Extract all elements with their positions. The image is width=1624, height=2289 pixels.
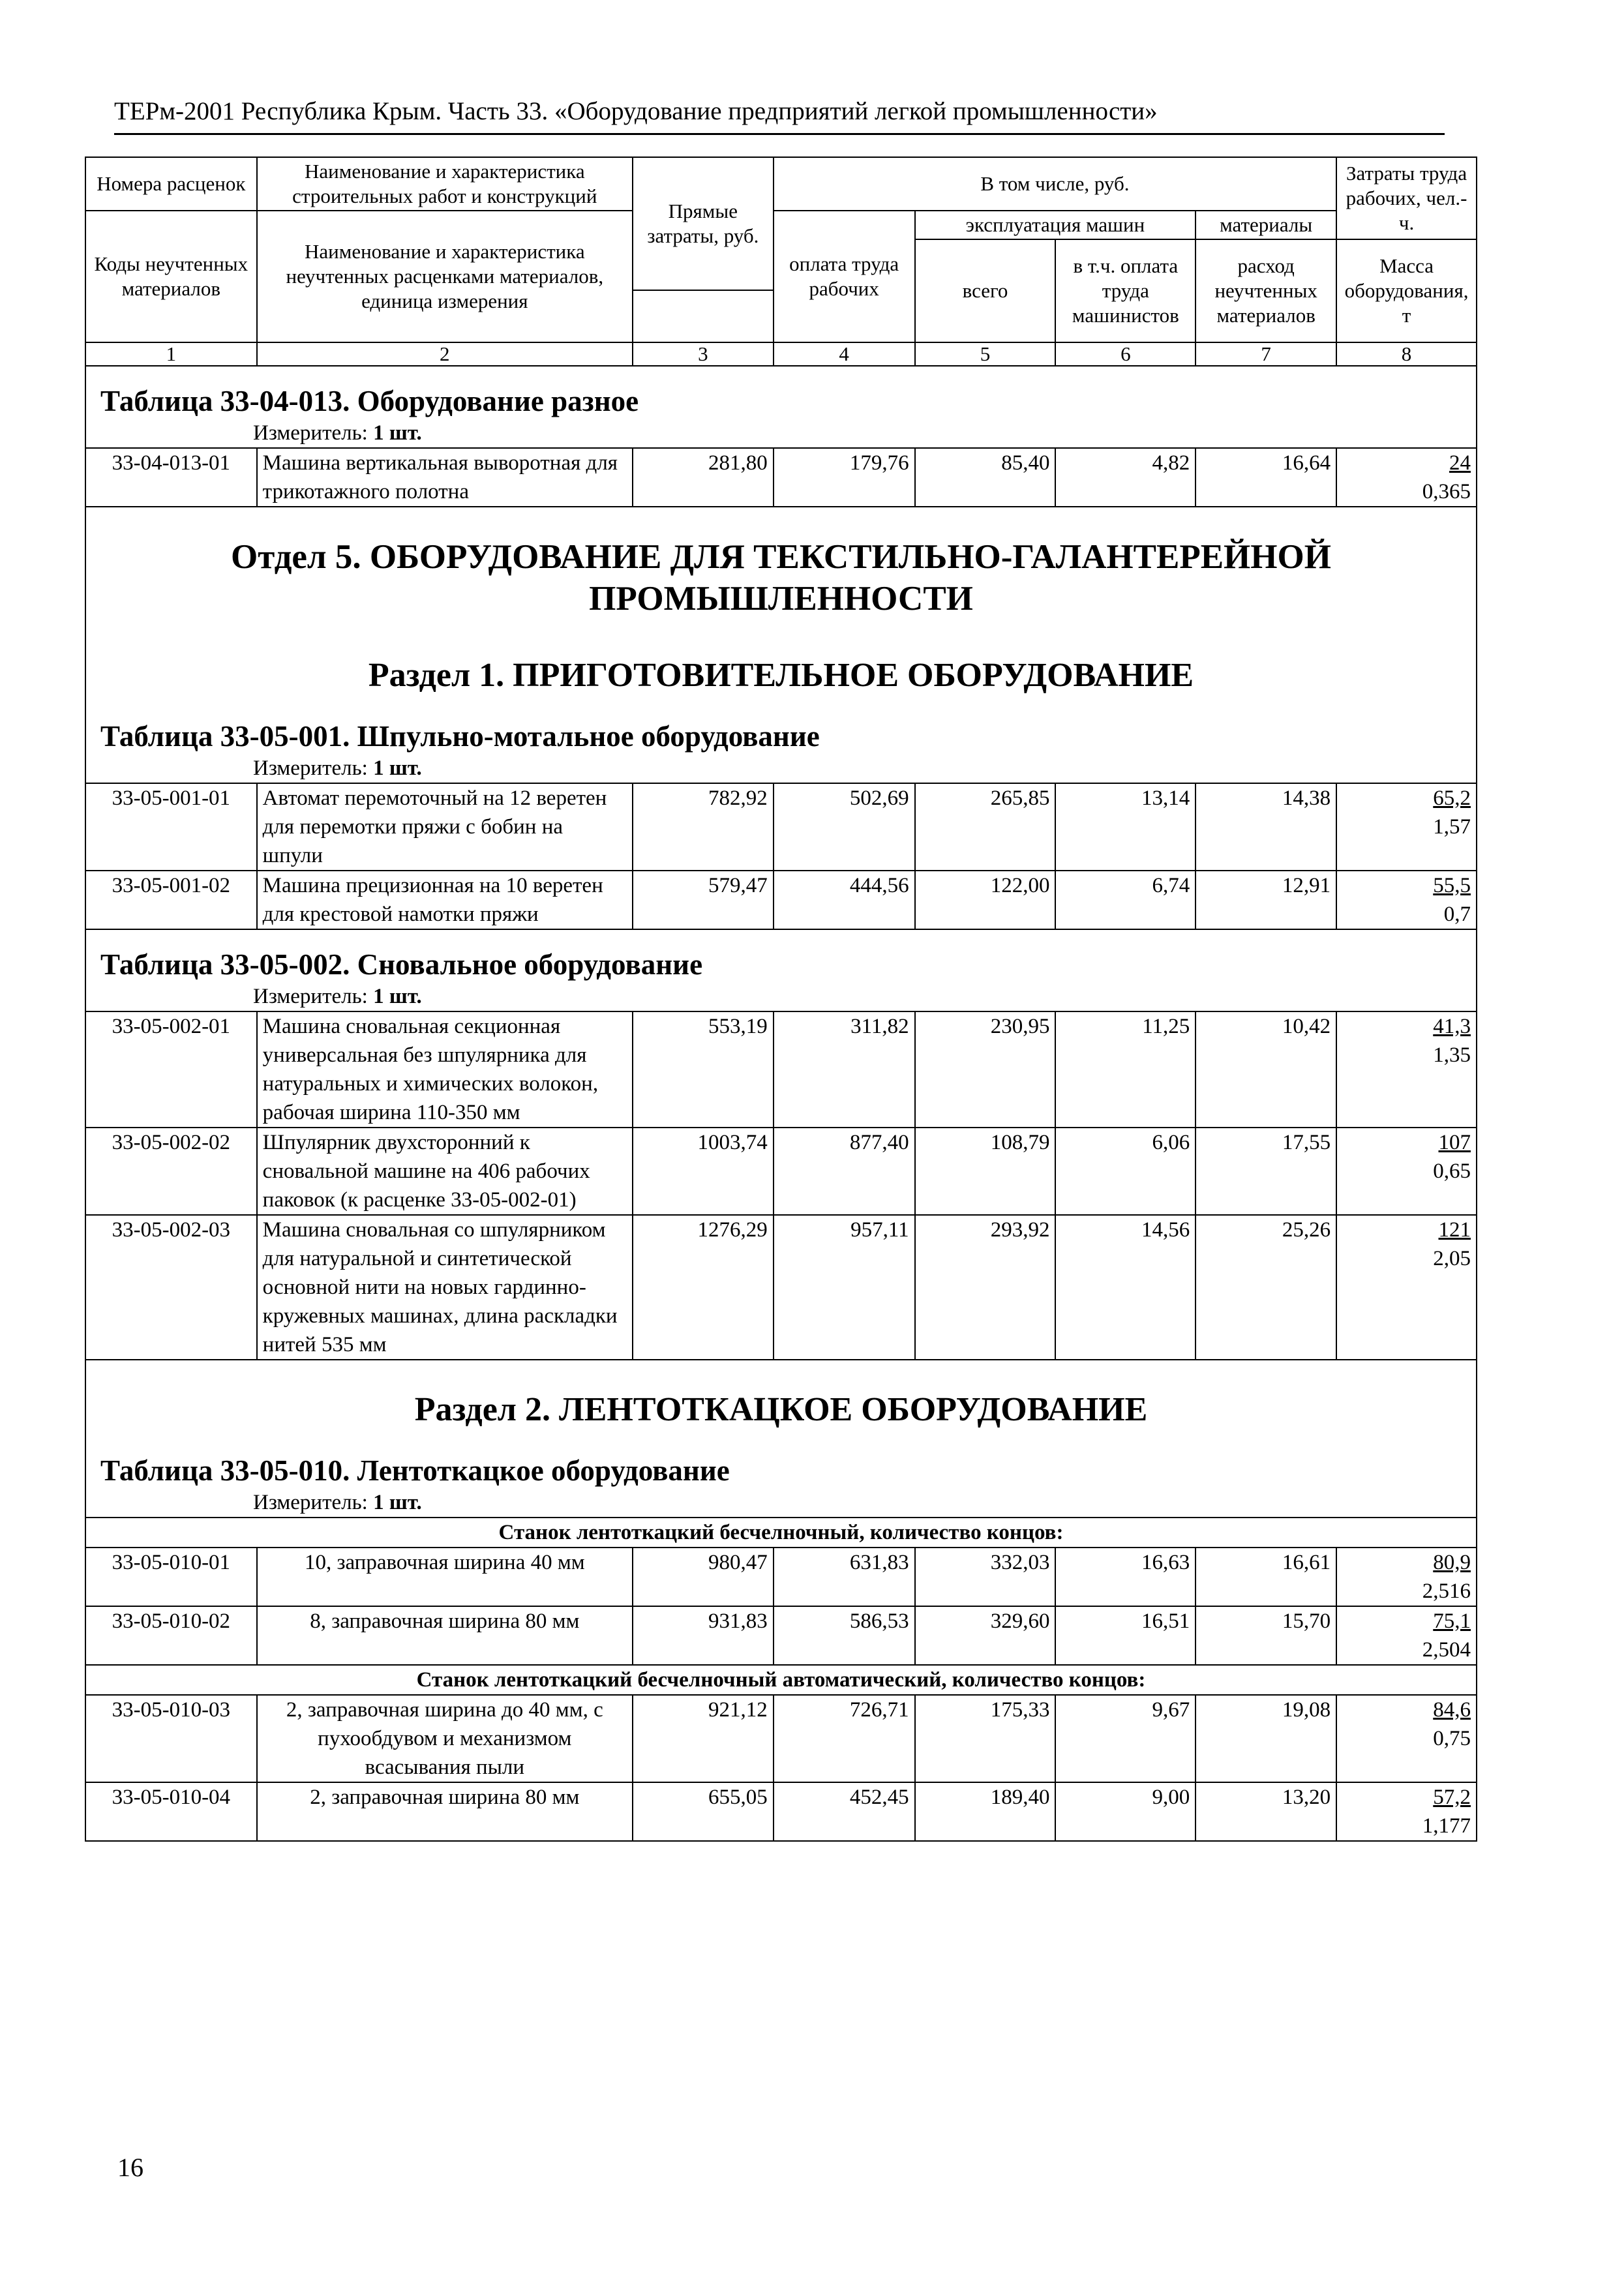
- measure-label: Измеритель:: [253, 756, 368, 780]
- labor-cost: 311,82: [774, 1011, 915, 1128]
- section-title: Раздел 1. ПРИГОТОВИТЕЛЬНОЕ ОБОРУДОВАНИЕ: [368, 657, 1194, 694]
- measure-value: 1 шт.: [373, 756, 422, 780]
- machine-cost: 332,03: [915, 1548, 1056, 1606]
- rate-row: [85, 1695, 1477, 1782]
- column-number: 7: [1195, 342, 1336, 366]
- labor-hours-value: 41,3: [1433, 1015, 1471, 1038]
- subgroup-row: [85, 1518, 1477, 1548]
- rate-code: 33-05-010-03: [85, 1695, 257, 1782]
- machine-cost: 329,60: [915, 1606, 1056, 1665]
- header-rule: [114, 133, 1445, 135]
- material-cost: 10,42: [1195, 1011, 1336, 1128]
- hours-and-mass: [1336, 1695, 1477, 1782]
- machine-cost: 293,92: [915, 1215, 1056, 1360]
- labor-cost: 631,83: [774, 1548, 915, 1606]
- direct-cost: 980,47: [633, 1548, 774, 1606]
- column-number: 3: [633, 342, 774, 366]
- rate-row: [85, 783, 1477, 871]
- labor-cost: 726,71: [774, 1695, 915, 1782]
- col-direct-header: Прямые затраты, руб.: [633, 157, 774, 290]
- table-title: Таблица 33-05-002. Сновальное оборудование: [100, 948, 703, 981]
- labor-cost: 586,53: [774, 1606, 915, 1665]
- page-number: 16: [117, 2153, 143, 2182]
- labor-hours-value: 65,2: [1433, 786, 1471, 810]
- labor-hours: [1342, 1696, 1471, 1724]
- hours-and-mass: [1336, 783, 1477, 871]
- hours-and-mass: [1336, 1215, 1477, 1360]
- equipment-mass: 0,65: [1433, 1159, 1471, 1183]
- measure-unit: [91, 982, 1471, 1011]
- direct-cost: 1276,29: [633, 1215, 774, 1360]
- measure-label: Измеритель:: [253, 985, 368, 1008]
- col-mass-header: Масса оборудования, т: [1336, 239, 1477, 342]
- labor-hours: [1342, 1128, 1471, 1157]
- rate-name: Машина вертикальная выворотная для трикотажного полотна: [257, 448, 633, 507]
- labor-cost: 877,40: [774, 1128, 915, 1215]
- col-works-header: Наименование и характеристика строительных работ и конструкций: [257, 157, 633, 211]
- equipment-mass: 2,516: [1422, 1579, 1471, 1603]
- rate-row: [85, 1215, 1477, 1360]
- measure-unit: [91, 754, 1471, 783]
- direct-cost: 281,80: [633, 448, 774, 507]
- rate-code: 33-05-001-01: [85, 783, 257, 871]
- page-header: ТЕРм-2001 Республика Крым. Часть 33. «Оборудование предприятий легкой промышленности»: [114, 97, 1158, 125]
- material-cost: 17,55: [1195, 1128, 1336, 1215]
- rate-name: Шпулярник двухсторонний к сновальной машине на 406 рабочих паковок (к расценке 33-05-002-01): [257, 1128, 633, 1215]
- labor-hours: [1342, 871, 1471, 900]
- rate-name: 2, заправочная ширина до 40 мм, с пухообдувом и механизмом всасывания пыли: [257, 1695, 633, 1782]
- rate-code: 33-05-010-02: [85, 1606, 257, 1665]
- material-cost: 14,38: [1195, 783, 1336, 871]
- labor-cost: 444,56: [774, 871, 915, 929]
- measure-unit: [91, 1488, 1471, 1517]
- labor-hours-value: 57,2: [1433, 1786, 1471, 1809]
- measure-row: [85, 1488, 1477, 1518]
- rate-code: 33-05-010-04: [85, 1782, 257, 1841]
- rate-row: [85, 1606, 1477, 1665]
- machine-cost: 189,40: [915, 1782, 1056, 1841]
- labor-hours: [1342, 1012, 1471, 1041]
- rate-code: 33-05-002-03: [85, 1215, 257, 1360]
- rate-row: [85, 871, 1477, 929]
- column-number: 4: [774, 342, 915, 366]
- direct-cost: 782,92: [633, 783, 774, 871]
- labor-hours-value: 55,5: [1433, 874, 1471, 897]
- measure-unit: [91, 419, 1471, 447]
- machinist-labor-cost: 11,25: [1055, 1011, 1195, 1128]
- section-heading: [85, 929, 1477, 982]
- col-materials-desc-header: Наименование и характеристика неучтенных расценками материалов, единица измерения: [257, 211, 633, 342]
- hours-and-mass: [1336, 448, 1477, 507]
- rate-code: 33-05-002-02: [85, 1128, 257, 1215]
- labor-hours: [1342, 784, 1471, 813]
- labor-hours-value: 80,9: [1433, 1551, 1471, 1574]
- material-cost: 15,70: [1195, 1606, 1336, 1665]
- direct-cost: 1003,74: [633, 1128, 774, 1215]
- labor-hours-value: 75,1: [1433, 1609, 1471, 1633]
- labor-hours: [1342, 449, 1471, 477]
- hours-and-mass: [1336, 1011, 1477, 1128]
- section-heading: [85, 366, 1477, 419]
- col-mach-labor-header: в т.ч. оплата труда машинистов: [1055, 239, 1195, 342]
- rate-code: 33-04-013-01: [85, 448, 257, 507]
- subgroup-caption: Станок лентоткацкий бесчелночный, количество концов:: [85, 1518, 1477, 1548]
- labor-hours: [1342, 1783, 1471, 1812]
- labor-cost: 502,69: [774, 783, 915, 871]
- measure-value: 1 шт.: [373, 421, 422, 445]
- material-cost: 16,64: [1195, 448, 1336, 507]
- col-group-header: В том числе, руб.: [774, 157, 1336, 211]
- direct-cost: 921,12: [633, 1695, 774, 1782]
- rate-row: [85, 1548, 1477, 1606]
- machinist-labor-cost: 16,63: [1055, 1548, 1195, 1606]
- rate-code: 33-05-002-01: [85, 1011, 257, 1128]
- table-title: Таблица 33-05-010. Лентоткацкое оборудование: [100, 1454, 730, 1487]
- column-number: 5: [915, 342, 1056, 366]
- material-cost: 16,61: [1195, 1548, 1336, 1606]
- direct-cost: 553,19: [633, 1011, 774, 1128]
- division-title: Отдел 5. ОБОРУДОВАНИЕ ДЛЯ ТЕКСТИЛЬНО-ГАЛАНТЕРЕЙНОЙ ПРОМЫШЛЕННОСТИ: [231, 538, 1331, 618]
- machine-cost: 85,40: [915, 448, 1056, 507]
- machinist-labor-cost: 14,56: [1055, 1215, 1195, 1360]
- measure-label: Измеритель:: [253, 1491, 368, 1514]
- rate-name: 8, заправочная ширина 80 мм: [257, 1606, 633, 1665]
- material-cost: 13,20: [1195, 1782, 1336, 1841]
- rate-row: [85, 1011, 1477, 1128]
- rate-row: [85, 448, 1477, 507]
- col-rates-header: Номера расценок: [85, 157, 257, 211]
- direct-cost: 931,83: [633, 1606, 774, 1665]
- machine-cost: 230,95: [915, 1011, 1056, 1128]
- col-hours-header: Затраты труда рабочих, чел.-ч.: [1336, 157, 1477, 239]
- labor-cost: 452,45: [774, 1782, 915, 1841]
- column-number: 8: [1336, 342, 1477, 366]
- direct-cost: 655,05: [633, 1782, 774, 1841]
- section-heading: [85, 507, 1477, 754]
- rate-name: Машина сновальная секционная универсальная без шпулярника для натуральных и химических волокон, рабочая ширина 110-350 мм: [257, 1011, 633, 1128]
- rate-code: 33-05-010-01: [85, 1548, 257, 1606]
- machine-cost: 122,00: [915, 871, 1056, 929]
- column-number: 1: [85, 342, 257, 366]
- equipment-mass: 0,7: [1443, 903, 1471, 926]
- col-codes-header: Коды неучтенных материалов: [85, 211, 257, 342]
- machine-cost: 108,79: [915, 1128, 1056, 1215]
- column-numbers-row: [85, 342, 1477, 366]
- section-title: Раздел 2. ЛЕНТОТКАЦКОЕ ОБОРУДОВАНИЕ: [414, 1391, 1148, 1428]
- equipment-mass: 1,177: [1422, 1814, 1471, 1838]
- col-mat-usage-header: расход неучтенных материалов: [1195, 239, 1336, 342]
- machinist-labor-cost: 16,51: [1055, 1606, 1195, 1665]
- equipment-mass: 1,57: [1433, 815, 1471, 839]
- rate-row: [85, 1782, 1477, 1841]
- labor-cost: 957,11: [774, 1215, 915, 1360]
- table-title: Таблица 33-04-013. Оборудование разное: [100, 385, 639, 417]
- equipment-mass: 2,504: [1422, 1638, 1471, 1662]
- rate-name: 2, заправочная ширина 80 мм: [257, 1782, 633, 1841]
- column-number: 2: [257, 342, 633, 366]
- labor-hours-value: 121: [1438, 1218, 1471, 1242]
- machinist-labor-cost: 13,14: [1055, 783, 1195, 871]
- machinist-labor-cost: 4,82: [1055, 448, 1195, 507]
- labor-hours-value: 24: [1449, 451, 1471, 475]
- table-title: Таблица 33-05-001. Шпульно-мотальное оборудование: [100, 720, 820, 753]
- labor-hours-value: 84,6: [1433, 1698, 1471, 1722]
- equipment-mass: 0,75: [1433, 1727, 1471, 1750]
- machine-cost: 265,85: [915, 783, 1056, 871]
- material-cost: 19,08: [1195, 1695, 1336, 1782]
- measure-value: 1 шт.: [373, 1491, 422, 1514]
- machinist-labor-cost: 6,74: [1055, 871, 1195, 929]
- hours-and-mass: [1336, 1548, 1477, 1606]
- rate-code: 33-05-001-02: [85, 871, 257, 929]
- material-cost: 12,91: [1195, 871, 1336, 929]
- col-materials-header: материалы: [1195, 211, 1336, 239]
- machinist-labor-cost: 9,67: [1055, 1695, 1195, 1782]
- rate-name: Автомат перемоточный на 12 веретен для перемотки пряжи с бобин на шпули: [257, 783, 633, 871]
- equipment-mass: 0,365: [1422, 480, 1471, 503]
- labor-hours: [1342, 1548, 1471, 1577]
- labor-hours: [1342, 1216, 1471, 1244]
- labor-hours-value: 107: [1438, 1131, 1471, 1154]
- subgroup-caption: Станок лентоткацкий бесчелночный автоматический, количество концов:: [85, 1665, 1477, 1695]
- rate-name: 10, заправочная ширина 40 мм: [257, 1548, 633, 1606]
- rate-name: Машина прецизионная на 10 веретен для крестовой намотки пряжи: [257, 871, 633, 929]
- material-cost: 25,26: [1195, 1215, 1336, 1360]
- rate-row: [85, 1128, 1477, 1215]
- machine-cost: 175,33: [915, 1695, 1056, 1782]
- labor-hours: [1342, 1607, 1471, 1636]
- rates-table: [85, 157, 1477, 1842]
- column-number: 6: [1055, 342, 1195, 366]
- hours-and-mass: [1336, 1606, 1477, 1665]
- hours-and-mass: [1336, 1128, 1477, 1215]
- section-heading: [85, 1360, 1477, 1488]
- measure-row: [85, 419, 1477, 448]
- direct-cost: 579,47: [633, 871, 774, 929]
- rate-name: Машина сновальная со шпулярником для натуральной и синтетической основной нити на новых гардинно-кружевных машинах, длина раскладки нитей 535 мм: [257, 1215, 633, 1360]
- col-machines-header: эксплуатация машин: [915, 211, 1196, 239]
- equipment-mass: 2,05: [1433, 1247, 1471, 1270]
- hours-and-mass: [1336, 871, 1477, 929]
- subgroup-row: [85, 1665, 1477, 1695]
- col-labor-header: оплата труда рабочих: [774, 211, 915, 342]
- measure-row: [85, 754, 1477, 783]
- machinist-labor-cost: 6,06: [1055, 1128, 1195, 1215]
- measure-value: 1 шт.: [373, 985, 422, 1008]
- machinist-labor-cost: 9,00: [1055, 1782, 1195, 1841]
- measure-row: [85, 982, 1477, 1011]
- hours-and-mass: [1336, 1782, 1477, 1841]
- labor-cost: 179,76: [774, 448, 915, 507]
- col-mach-total-header: всего: [915, 239, 1056, 342]
- measure-label: Измеритель:: [253, 421, 368, 445]
- equipment-mass: 1,35: [1433, 1043, 1471, 1067]
